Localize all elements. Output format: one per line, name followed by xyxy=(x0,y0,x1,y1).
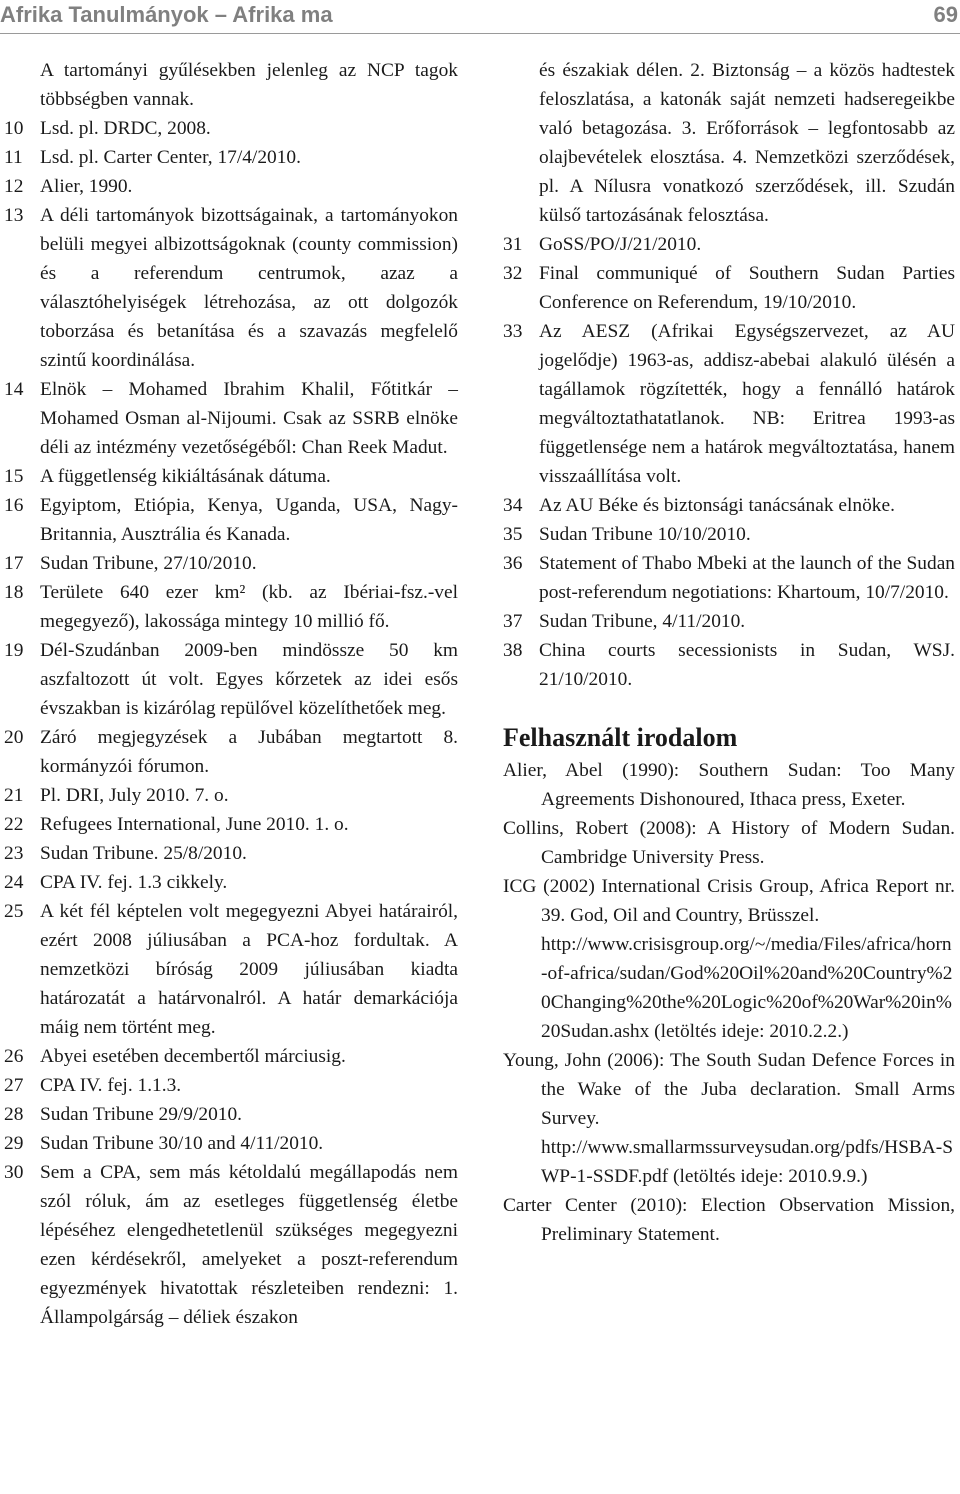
bibliography-entry xyxy=(503,1046,955,1191)
footnote-number: 19 xyxy=(4,640,24,661)
footnote xyxy=(4,839,458,868)
footnote-number: 36 xyxy=(503,553,523,574)
footnote-text: Abyei esetében decembertől márciusig. xyxy=(40,1046,346,1067)
footnote-number: 16 xyxy=(4,495,24,516)
footnote xyxy=(503,636,955,694)
bibliography-heading: Felhasznált irodalom xyxy=(503,723,738,752)
footnote xyxy=(4,143,458,172)
bibliography-url[interactable]: http://www.smallarmssurveysudan.org/pdfs/HSBA-SWP-1-SSDF.pdf (letöltés ideje: 2010.9.9.) xyxy=(541,1137,954,1187)
footnote-text: China courts secessionists in Sudan, WSJ. 21/10/2010. xyxy=(539,640,955,690)
left-column xyxy=(4,56,458,1332)
footnote-text: Területe 640 ezer km² (kb. az Ibériai-fsz.-vel megegyező), lakossága mintegy 10 millió fő. xyxy=(40,582,458,632)
footnote-number: 18 xyxy=(4,582,24,603)
page-number: 69 xyxy=(933,2,958,27)
footnote-text: Sem a CPA, sem más kétoldalú megállapodás nem szól róluk, ám az esetleges függetlenség életbe lépéséhez elengedhetetlenül szükséges megegyezni ezen kérdésekről, amelyeket a poszt-referendum egyezmények hivatottak részleteiben rendezni: 1. Állampolgárság – déliek északon xyxy=(40,1162,458,1328)
footnote-number: 26 xyxy=(4,1046,24,1067)
footnote-text: A déli tartományok bizottságainak, a tartományokon belüli megyei albizottságoknak (county commission) és a referendum centrumok, azaz a választóhelyiségek létrehozása, az ott dolgozók toborzása és betanítása és a szavazás megfelelő szintű koordinálása. xyxy=(40,205,458,371)
footnote-number: 28 xyxy=(4,1104,24,1125)
footnote-number: 21 xyxy=(4,785,24,806)
footnote-text: Sudan Tribune 10/10/2010. xyxy=(539,524,751,545)
footnote-text: Az AESZ (Afrikai Egységszervezet, az AU jogelődje) 1963-as, addisz-abebai alakuló ülésén a tagállamok rögzítették, hogy a fennálló határok megváltoztathatatlanok. NB: Eritrea 1993-as függetlensége nem a határok megváltoztatása, hanem visszaállítása volt. xyxy=(539,321,955,487)
footnote-text: Az AU Béke és biztonsági tanácsának elnöke. xyxy=(539,495,895,516)
footnote-number: 25 xyxy=(4,901,24,922)
footnote-text: Sudan Tribune 29/9/2010. xyxy=(40,1104,243,1125)
footnote-number: 12 xyxy=(4,176,24,197)
footnote-number: 33 xyxy=(503,321,523,342)
footnote-text: Statement of Thabo Mbeki at the launch of the Sudan post-referendum negotiations: Khartoum, 10/7/2010. xyxy=(539,553,955,603)
footnote-list xyxy=(503,230,955,694)
footnote xyxy=(503,317,955,491)
footnote xyxy=(503,230,955,259)
footnote-list xyxy=(4,114,458,1332)
bibliography-text: Collins, Robert (2008): A History of Modern Sudan. Cambridge University Press. xyxy=(503,818,955,868)
footnote xyxy=(4,810,458,839)
bibliography-text: ICG (2002) International Crisis Group, Africa Report nr. 39. God, Oil and Country, Brüsszel. xyxy=(503,876,955,926)
footnote-text: Sudan Tribune. 25/8/2010. xyxy=(40,843,247,864)
footnote-continuation xyxy=(503,56,955,230)
footnote xyxy=(4,462,458,491)
bibliography-entry xyxy=(503,872,955,1046)
footnote-number: 31 xyxy=(503,234,523,255)
footnote-number: 29 xyxy=(4,1133,24,1154)
footnote xyxy=(4,578,458,636)
footnote xyxy=(503,259,955,317)
footnote-number: 34 xyxy=(503,495,523,516)
footnote-text: CPA IV. fej. 1.1.3. xyxy=(40,1075,182,1096)
footnote-text: Refugees International, June 2010. 1. o. xyxy=(40,814,349,835)
footnote-number: 20 xyxy=(4,727,24,748)
bibliography-text: Alier, Abel (1990): Southern Sudan: Too Many Agreements Dishonoured, Ithaca press, Exeter. xyxy=(503,760,955,810)
bibliography-entry xyxy=(503,756,955,814)
footnote-number: 15 xyxy=(4,466,24,487)
footnote-text: Pl. DRI, July 2010. 7. o. xyxy=(40,785,229,806)
footnote-number: 32 xyxy=(503,263,523,284)
footnote-text: Lsd. pl. DRDC, 2008. xyxy=(40,118,211,139)
footnote-text: A függetlenség kikiáltásának dátuma. xyxy=(40,466,331,487)
footnote xyxy=(4,375,458,462)
footnote-number: 24 xyxy=(4,872,24,893)
footnote-number: 38 xyxy=(503,640,523,661)
footnote-text: Záró megjegyzések a Jubában megtartott 8. kormányzói fórumon. xyxy=(40,727,458,777)
footnote xyxy=(4,491,458,549)
bibliography-list xyxy=(503,756,955,1249)
footnote-number: 35 xyxy=(503,524,523,545)
footnote-number: 30 xyxy=(4,1162,24,1183)
footnote xyxy=(503,549,955,607)
footnote-text: Sudan Tribune, 4/11/2010. xyxy=(539,611,746,632)
footnote xyxy=(4,1158,458,1332)
footnote xyxy=(4,201,458,375)
footnote xyxy=(4,868,458,897)
footnote-number: 11 xyxy=(4,147,23,168)
footnote-text: Dél-Szudánban 2009-ben mindössze 50 km aszfaltozott út volt. Egyes kőrzetek az idei esős évszakban is kizárólag repülővel közelíthetőek meg. xyxy=(40,640,458,719)
footnote-text: A tartományi gyűlésekben jelenleg az NCP tagok többségben vannak. xyxy=(40,60,458,110)
running-header xyxy=(0,0,960,36)
footnote xyxy=(4,781,458,810)
footnote-text: A két fél képtelen volt megegyezni Abyei határairól, ezért 2008 júliusában a PCA-hoz fordultak. A nemzetközi bíróság 2009 júliusában kiadta határozatát a határvonalról. A határ demarkációja máig nem történt meg. xyxy=(40,901,458,1038)
footnote xyxy=(4,1071,458,1100)
journal-title: Afrika Tanulmányok – Afrika ma xyxy=(0,2,333,27)
footnote xyxy=(4,172,458,201)
header-rule xyxy=(0,33,960,34)
footnote-number: 13 xyxy=(4,205,24,226)
footnote-text: Sudan Tribune, 27/10/2010. xyxy=(40,553,257,574)
footnote-text: CPA IV. fej. 1.3 cikkely. xyxy=(40,872,228,893)
footnote-number: 17 xyxy=(4,553,24,574)
footnote xyxy=(503,607,955,636)
footnote xyxy=(503,491,955,520)
footnote-text: Elnök – Mohamed Ibrahim Khalil, Főtitkár – Mohamed Osman al-Nijoumi. Csak az SSRB elnöke déli az intézmény vezetőségéből: Chan Reek Madut. xyxy=(40,379,458,458)
footnote-text: Lsd. pl. Carter Center, 17/4/2010. xyxy=(40,147,301,168)
footnote xyxy=(4,1100,458,1129)
footnote xyxy=(4,114,458,143)
bibliography-url[interactable]: http://www.crisisgroup.org/~/media/Files/africa/horn-of-africa/sudan/God%20Oil%20and%20Country%20Changing%20the%20Logic%20of%20War%20in%20Sudan.ashx (letöltés ideje: 2010.2.2.) xyxy=(541,934,953,1042)
footnote-text: GoSS/PO/J/21/2010. xyxy=(539,234,702,255)
bibliography-entry xyxy=(503,814,955,872)
bibliography-text: Carter Center (2010): Election Observation Mission, Preliminary Statement. xyxy=(503,1195,955,1245)
footnote-number: 37 xyxy=(503,611,523,632)
footnote-number: 14 xyxy=(4,379,24,400)
right-column xyxy=(503,56,955,1249)
footnote xyxy=(4,1129,458,1158)
footnote-number: 10 xyxy=(4,118,24,139)
footnote xyxy=(4,1042,458,1071)
footnote-number: 23 xyxy=(4,843,24,864)
footnote xyxy=(4,723,458,781)
footnote-text: Egyiptom, Etiópia, Kenya, Uganda, USA, Nagy-Britannia, Ausztrália és Kanada. xyxy=(40,495,458,545)
bibliography-text: Young, John (2006): The South Sudan Defence Forces in the Wake of the Juba declaration. Small Arms Survey. xyxy=(503,1050,955,1129)
footnote-text: és északiak délen. 2. Biztonság – a közös hadtestek feloszlatása, a katonák saját nemzeti hadseregeikbe való betagozása. 3. Erőforrások – legfontosabb az olajbevételek elosztása. 4. Nemzetközi szerződések, pl. A Nílusra vonatkozó szerződések, ill. Szudán külső tartozásának felosztása. xyxy=(539,60,955,226)
footnote-continuation xyxy=(4,56,458,114)
footnote-number: 27 xyxy=(4,1075,24,1096)
footnote-text: Sudan Tribune 30/10 and 4/11/2010. xyxy=(40,1133,324,1154)
bibliography-entry xyxy=(503,1191,955,1249)
footnote-text: Alier, 1990. xyxy=(40,176,133,197)
footnote xyxy=(4,897,458,1042)
footnote-text: Final communiqué of Southern Sudan Parties Conference on Referendum, 19/10/2010. xyxy=(539,263,955,313)
footnote xyxy=(4,549,458,578)
footnote xyxy=(503,520,955,549)
footnote-number: 22 xyxy=(4,814,24,835)
footnote xyxy=(4,636,458,723)
